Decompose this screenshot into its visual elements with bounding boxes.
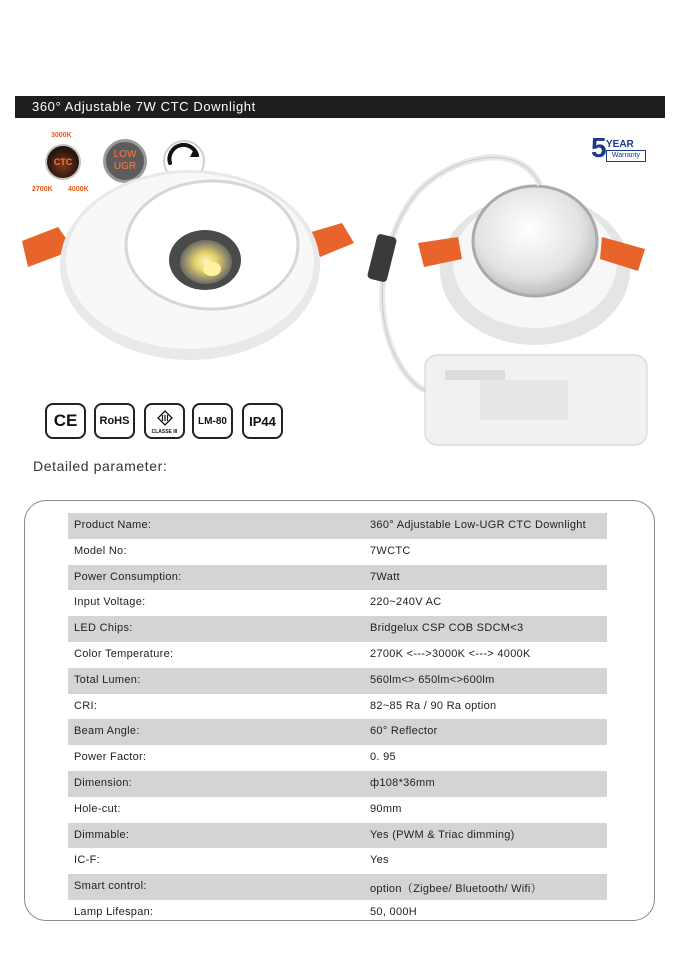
warranty-number: 5 [591,132,607,163]
param-value: ф108*36mm [370,776,435,789]
table-row [68,590,607,616]
param-label: Hole-cut: [74,802,121,815]
ugr-line2: UGR [113,161,137,172]
section-heading: Detailed parameter: [33,458,168,474]
param-value: 2700K <--->3000K <---> 4000K [370,647,531,660]
table-row [68,745,607,771]
page-title: 360° Adjustable 7W CTC Downlight [32,99,256,114]
rohs-mark: RoHS [94,403,135,439]
ctc-right-temp: 4000K [68,186,89,193]
param-value: 560lm<> 650lm<>600lm [370,673,495,686]
param-label: Model No: [74,544,127,557]
table-row [68,771,607,797]
param-value: 7Watt [370,570,400,583]
table-row [68,797,607,823]
param-label: Total Lumen: [74,673,141,686]
table-row [68,694,607,720]
ugr-line1: LOW [113,149,137,160]
param-value: Bridgelux CSP COB SDCM<3 [370,622,524,635]
warranty-year: YEAR [606,139,634,150]
param-value: 90mm [370,802,402,815]
table-row [68,539,607,565]
param-value: 60° Reflector [370,725,438,738]
table-row [68,823,607,849]
param-label: Dimmable: [74,828,130,841]
param-value: 360° Adjustable Low-UGR CTC Downlight [370,519,587,531]
table-row [68,848,607,874]
param-value: Yes [370,854,389,867]
param-label: Beam Angle: [74,725,140,738]
param-label: Smart control: [74,880,147,893]
param-value: 50, 000H [370,905,418,918]
class-iii-label: CLASSE III [151,429,178,435]
ctc-center-label: CTC [53,157,73,167]
param-label: Input Voltage: [74,596,146,609]
param-value: 82~85 Ra / 90 Ra option [370,699,497,712]
param-value: 7WCTC [370,544,411,557]
class-iii-mark [144,403,185,439]
page-title-bar [15,96,665,118]
table-row [68,642,607,668]
param-label: Power Factor: [74,751,147,764]
param-label: Color Temperature: [74,647,174,660]
lm80-mark: LM-80 [192,403,233,439]
ce-mark: CE [45,403,86,439]
table-row [68,874,607,900]
ctc-top-temp: 3000K [51,132,72,139]
param-label: Product Name: [74,519,152,531]
param-value: option（Zigbee/ Bluetooth/ Wifi） [370,883,542,896]
parameter-table [68,513,607,926]
param-value: 220~240V AC [370,596,442,609]
warranty-caption: Warranty [606,150,646,162]
ip44-mark: IP44 [242,403,283,439]
table-row [68,668,607,694]
table-row [68,900,607,926]
ctc-left-temp: 2700K [32,186,53,193]
table-row [68,513,607,539]
param-label: IC-F: [74,854,100,867]
class-iii-icon [157,410,173,426]
param-label: Lamp Lifespan: [74,905,154,918]
param-label: Dimension: [74,776,133,789]
param-label: LED Chips: [74,622,133,635]
param-label: Power Consumption: [74,570,182,583]
param-label: CRI: [74,699,98,712]
table-row [68,719,607,745]
table-row [68,565,607,591]
param-value: 0. 95 [370,751,396,764]
table-row [68,616,607,642]
param-value: Yes (PWM & Triac dimming) [370,828,515,841]
